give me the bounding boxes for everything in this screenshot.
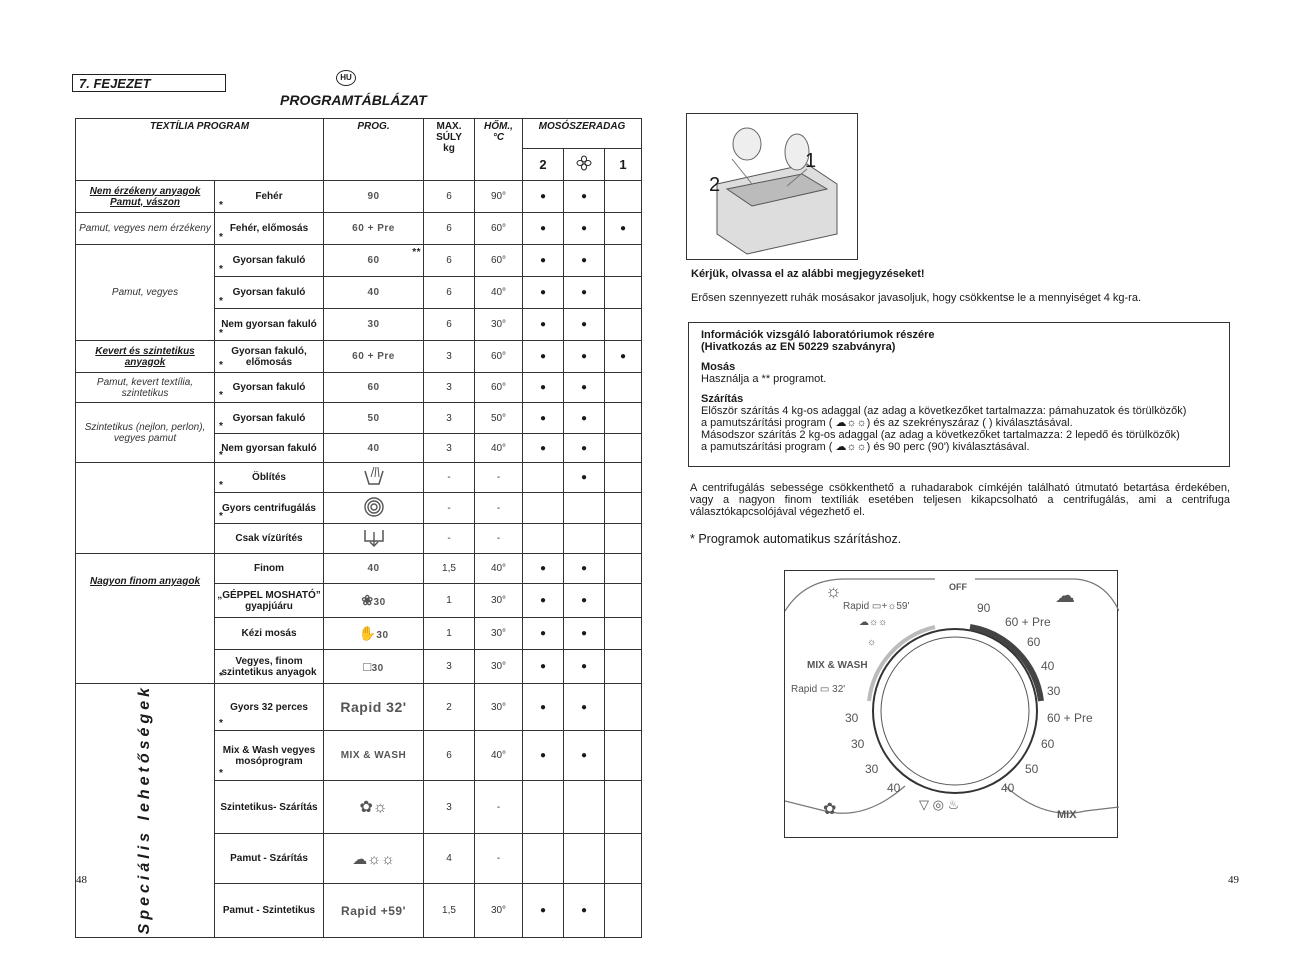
program-name: Gyorsan fakuló * xyxy=(215,245,324,277)
temperature: - xyxy=(475,463,523,493)
detergent-mark: ● xyxy=(564,373,605,403)
detergent-mark: ● xyxy=(605,213,642,245)
program-name: Mix & Wash vegyes mosóprogram * xyxy=(215,731,324,781)
detergent-mark: ● xyxy=(523,403,564,434)
dial-label: Rapid ▭+☼59' xyxy=(843,601,910,612)
synthetic-dry-icon: ✿☼ xyxy=(324,781,424,834)
detergent-mark xyxy=(605,309,642,341)
detergent-mark xyxy=(605,781,642,834)
cotton-dry-icon: ☁☼☼ xyxy=(324,834,424,884)
program-name: Kézi mosás xyxy=(215,618,324,650)
temperature: 90° xyxy=(475,181,523,213)
detergent-mark: ● xyxy=(523,373,564,403)
detergent-mark: ● xyxy=(564,463,605,493)
detergent-mark: ● xyxy=(564,245,605,277)
program-code: ✋30 xyxy=(324,618,424,650)
dial-label: 40 xyxy=(887,781,901,795)
compartment-label-2: 2 xyxy=(709,174,721,196)
detergent-mark: ● xyxy=(564,618,605,650)
program-table xyxy=(75,118,642,938)
program-code: 60 + Pre xyxy=(324,213,424,245)
detergent-mark: ● xyxy=(523,650,564,684)
shirt-icon: □ xyxy=(363,659,372,674)
program-name: Csak vízürítés xyxy=(215,524,324,554)
detergent-mark xyxy=(564,524,605,554)
detergent-mark xyxy=(523,524,564,554)
program-name: Nem gyorsan fakuló * xyxy=(215,434,324,463)
dial-label: 30 xyxy=(865,762,879,776)
dial-label: 40 xyxy=(1001,781,1015,795)
program-name: Gyorsan fakuló * xyxy=(215,277,324,309)
category-label: Nem érzékeny anyagok Pamut, vászon xyxy=(76,181,215,213)
hand-wash-icon: ✋ xyxy=(358,625,377,641)
max-weight: 1 xyxy=(424,618,475,650)
detergent-mark xyxy=(564,834,605,884)
program-code: 40 xyxy=(324,434,424,463)
max-weight: 1,5 xyxy=(424,884,475,938)
detergent-mark xyxy=(605,884,642,938)
detergent-mark: ● xyxy=(564,341,605,373)
category-label: Pamut, vegyes nem érzékeny xyxy=(76,213,215,245)
dial-label: ☼ xyxy=(867,637,877,648)
detergent-mark xyxy=(605,618,642,650)
max-weight: 6 xyxy=(424,277,475,309)
detergent-mark: ● xyxy=(523,554,564,584)
detergent-mark xyxy=(564,493,605,524)
category-label: Pamut, kevert textília, szintetikus xyxy=(76,373,215,403)
page-title: PROGRAMTÁBLÁZAT xyxy=(280,92,427,108)
header-det-1: 1 xyxy=(605,149,642,181)
detergent-mark xyxy=(605,181,642,213)
category-label: Nagyon finom anyagok xyxy=(76,554,215,684)
note-title: Kérjük, olvassa el az alábbi megjegyzéseket! xyxy=(691,268,925,280)
dial-label: Rapid ▭ 32' xyxy=(791,684,846,695)
category-special: Speciális lehetőségek xyxy=(76,684,215,938)
detergent-mark: ● xyxy=(523,309,564,341)
max-weight: 6 xyxy=(424,731,475,781)
language-badge: HU xyxy=(336,70,356,86)
header-detergent: MOSÓSZERADAG xyxy=(523,119,642,149)
detergent-mark: ● xyxy=(564,554,605,584)
dial-label: 40 xyxy=(1041,659,1055,673)
detergent-mark xyxy=(523,463,564,493)
detergent-mark xyxy=(605,554,642,584)
temperature: 40° xyxy=(475,731,523,781)
detergent-mark: ● xyxy=(523,213,564,245)
max-weight: 3 xyxy=(424,403,475,434)
detergent-mark: ● xyxy=(523,731,564,781)
header-det-2: 2 xyxy=(523,149,564,181)
detergent-mark: ● xyxy=(564,434,605,463)
detergent-mark: ● xyxy=(564,309,605,341)
header-temp: HŐM., °C xyxy=(475,119,523,181)
dial-label: 60 + Pre xyxy=(1047,711,1093,725)
program-name: Vegyes, finom szintetikus anyagok * xyxy=(215,650,324,684)
temperature: 60° xyxy=(475,213,523,245)
header-prog: PROG. xyxy=(324,119,424,181)
max-weight: 3 xyxy=(424,781,475,834)
max-weight: 2 xyxy=(424,684,475,731)
detergent-mark xyxy=(605,584,642,618)
temperature: 30° xyxy=(475,650,523,684)
spin-icon xyxy=(324,493,424,524)
dial-label: 30 xyxy=(851,737,865,751)
detergent-mark: ● xyxy=(523,277,564,309)
temperature: 40° xyxy=(475,554,523,584)
detergent-mark: ● xyxy=(523,584,564,618)
temperature: 60° xyxy=(475,341,523,373)
temperature: 30° xyxy=(475,684,523,731)
program-code: 60 xyxy=(324,373,424,403)
max-weight: - xyxy=(424,524,475,554)
leaf-icon: ✿ xyxy=(823,801,837,818)
max-weight: 3 xyxy=(424,373,475,403)
category-empty xyxy=(76,463,215,554)
chapter-label: 7. FEJEZET xyxy=(72,74,226,92)
dial-label: 60 xyxy=(1027,635,1041,649)
program-code: Rapid +59' xyxy=(324,884,424,938)
dial-label: 30 xyxy=(845,711,859,725)
centrifuge-paragraph: A centrifugálás sebessége csökkenthető a ruhadarabok címkéjén található útmutató betartása érdekében, vagy a nagyon finom textíliák esetében teljesen kikapcsolható a centrifugálás, ami a centrifuga választókapcsolójával végezhető el. xyxy=(690,482,1230,518)
detergent-mark: ● xyxy=(564,731,605,781)
detergent-mark xyxy=(605,245,642,277)
detergent-mark: ● xyxy=(523,245,564,277)
dial-label: 50 xyxy=(1025,762,1039,776)
temperature: - xyxy=(475,524,523,554)
program-name: Gyors 32 perces * xyxy=(215,684,324,731)
max-weight: 3 xyxy=(424,650,475,684)
category-label: Kevert és szintetikus anyagok xyxy=(76,341,215,373)
compartment-label-1: 1 xyxy=(805,150,817,172)
detergent-mark: ● xyxy=(523,181,564,213)
lab-info-box: Információk vizsgáló laboratóriumok részére (Hivatkozás az EN 50229 szabványra) Mosás Használja a ** programot. Szárítás Először szárítás 4 kg-os adaggal (az adag a következőket tartalmazza: pámahuzatok és törülközők) a pamutszárítási program ( ☁☼☼) és az szekrényszáraz ( ) kiválasztásával. Másodszor szárítás 2 kg-os adaggal (az adag a következőket tartalmazza: 2 lepedő és törülközők) a pamutszárítási program ( ☁☼☼) és 90 perc (90') kiválasztásával. xyxy=(688,322,1230,467)
dial-off-label: OFF xyxy=(949,582,967,592)
detergent-mark: ● xyxy=(523,684,564,731)
dial-rinse-drain-spin-icons: ▽ ◎ ♨ xyxy=(919,797,960,812)
program-code: MIX & WASH xyxy=(324,731,424,781)
max-weight: 1 xyxy=(424,584,475,618)
dial-label: 60 xyxy=(1041,737,1055,751)
detergent-mark xyxy=(605,493,642,524)
temperature: 40° xyxy=(475,277,523,309)
max-weight: 6 xyxy=(424,213,475,245)
detergent-mark xyxy=(605,684,642,731)
program-name: Pamut - Szintetikus xyxy=(215,884,324,938)
program-code: 40 xyxy=(324,554,424,584)
max-weight: 6 xyxy=(424,245,475,277)
temperature: - xyxy=(475,781,523,834)
detergent-mark: ● xyxy=(564,403,605,434)
program-code: 30 xyxy=(324,309,424,341)
max-weight: 3 xyxy=(424,434,475,463)
program-code: ❀30 xyxy=(324,584,424,618)
max-weight: 6 xyxy=(424,309,475,341)
program-name: Gyorsan fakuló * xyxy=(215,403,324,434)
detergent-mark: ● xyxy=(564,650,605,684)
program-name: Finom xyxy=(215,554,324,584)
program-code: 50 xyxy=(324,403,424,434)
sun-icon: ☼ xyxy=(825,581,842,601)
drain-icon xyxy=(324,524,424,554)
detergent-mark xyxy=(605,277,642,309)
category-label: Pamut, vegyes xyxy=(76,245,215,341)
program-name: Fehér * xyxy=(215,181,324,213)
detergent-mark: ● xyxy=(564,684,605,731)
header-textile: TEXTÍLIA PROGRAM xyxy=(76,119,324,181)
detergent-mark xyxy=(605,650,642,684)
detergent-mark xyxy=(523,834,564,884)
cloud-icon: ☁ xyxy=(1055,585,1075,607)
detergent-mark xyxy=(605,373,642,403)
header-max: MAX. SÚLY kg xyxy=(424,119,475,181)
temperature: 30° xyxy=(475,309,523,341)
detergent-mark: ● xyxy=(523,341,564,373)
note-body: Erősen szennyezett ruhák mosásakor javasoljuk, hogy csökkentse le a mennyiséget 4 kg-ra. xyxy=(691,292,1142,304)
detergent-mark: ● xyxy=(564,884,605,938)
detergent-mark xyxy=(605,403,642,434)
max-weight: - xyxy=(424,493,475,524)
program-name: „GÉPPEL MOSHATÓ” gyapjúáru xyxy=(215,584,324,618)
detergent-mark: ● xyxy=(564,213,605,245)
program-name: Gyors centrifugálás * xyxy=(215,493,324,524)
detergent-mark: ● xyxy=(564,584,605,618)
detergent-mark: ● xyxy=(523,618,564,650)
max-weight: 3 xyxy=(424,341,475,373)
detergent-mark: ● xyxy=(523,434,564,463)
dial-label: 90 xyxy=(977,601,991,615)
flower-icon xyxy=(564,149,605,181)
detergent-mark xyxy=(605,463,642,493)
dial-label: ☁☼☼ xyxy=(859,617,888,628)
temperature: 30° xyxy=(475,884,523,938)
detergent-mark: ● xyxy=(523,884,564,938)
temperature: - xyxy=(475,834,523,884)
program-name: Fehér, előmosás * xyxy=(215,213,324,245)
detergent-mark xyxy=(605,524,642,554)
auto-dry-note: * Programok automatikus szárításhoz. xyxy=(690,532,902,546)
program-name: Gyorsan fakuló, előmosás * xyxy=(215,341,324,373)
temperature: 40° xyxy=(475,434,523,463)
max-weight: 4 xyxy=(424,834,475,884)
temperature: 30° xyxy=(475,618,523,650)
program-code: Rapid 32' xyxy=(324,684,424,731)
program-code: 60 + Pre xyxy=(324,341,424,373)
program-dial xyxy=(784,570,1118,838)
program-code: □30 xyxy=(324,650,424,684)
temperature: 60° xyxy=(475,245,523,277)
program-name: Öblítés * xyxy=(215,463,324,493)
program-code: 60 ** xyxy=(324,245,424,277)
dial-label: 30 xyxy=(1047,684,1061,698)
detergent-mark xyxy=(605,434,642,463)
category-label: Szintetikus (nejlon, perlon), vegyes pamut xyxy=(76,403,215,463)
temperature: 60° xyxy=(475,373,523,403)
program-code: 90 xyxy=(324,181,424,213)
program-name: Pamut - Szárítás xyxy=(215,834,324,884)
detergent-mark: ● xyxy=(564,277,605,309)
program-name: Szintetikus- Szárítás xyxy=(215,781,324,834)
dial-label: 60 + Pre xyxy=(1005,615,1051,629)
detergent-mark xyxy=(523,781,564,834)
detergent-mark: ● xyxy=(564,181,605,213)
max-weight: 1,5 xyxy=(424,554,475,584)
detergent-mark: ● xyxy=(605,341,642,373)
temperature: 50° xyxy=(475,403,523,434)
detergent-mark xyxy=(564,781,605,834)
wool-icon: ❀ xyxy=(361,592,374,608)
program-code: 40 xyxy=(324,277,424,309)
detergent-drawer-illustration xyxy=(686,113,858,260)
temperature: 30° xyxy=(475,584,523,618)
temperature: - xyxy=(475,493,523,524)
rinse-icon xyxy=(324,463,424,493)
dial-label: MIX & WASH xyxy=(807,660,868,671)
program-name: Gyorsan fakuló * xyxy=(215,373,324,403)
program-name: Nem gyorsan fakuló * xyxy=(215,309,324,341)
detergent-mark xyxy=(605,731,642,781)
max-weight: - xyxy=(424,463,475,493)
page-number-right: 49 xyxy=(1228,874,1239,886)
max-weight: 6 xyxy=(424,181,475,213)
detergent-mark xyxy=(523,493,564,524)
page-number-left: 48 xyxy=(76,874,87,886)
detergent-mark xyxy=(605,834,642,884)
dial-mix-label: MIX xyxy=(1057,809,1077,821)
